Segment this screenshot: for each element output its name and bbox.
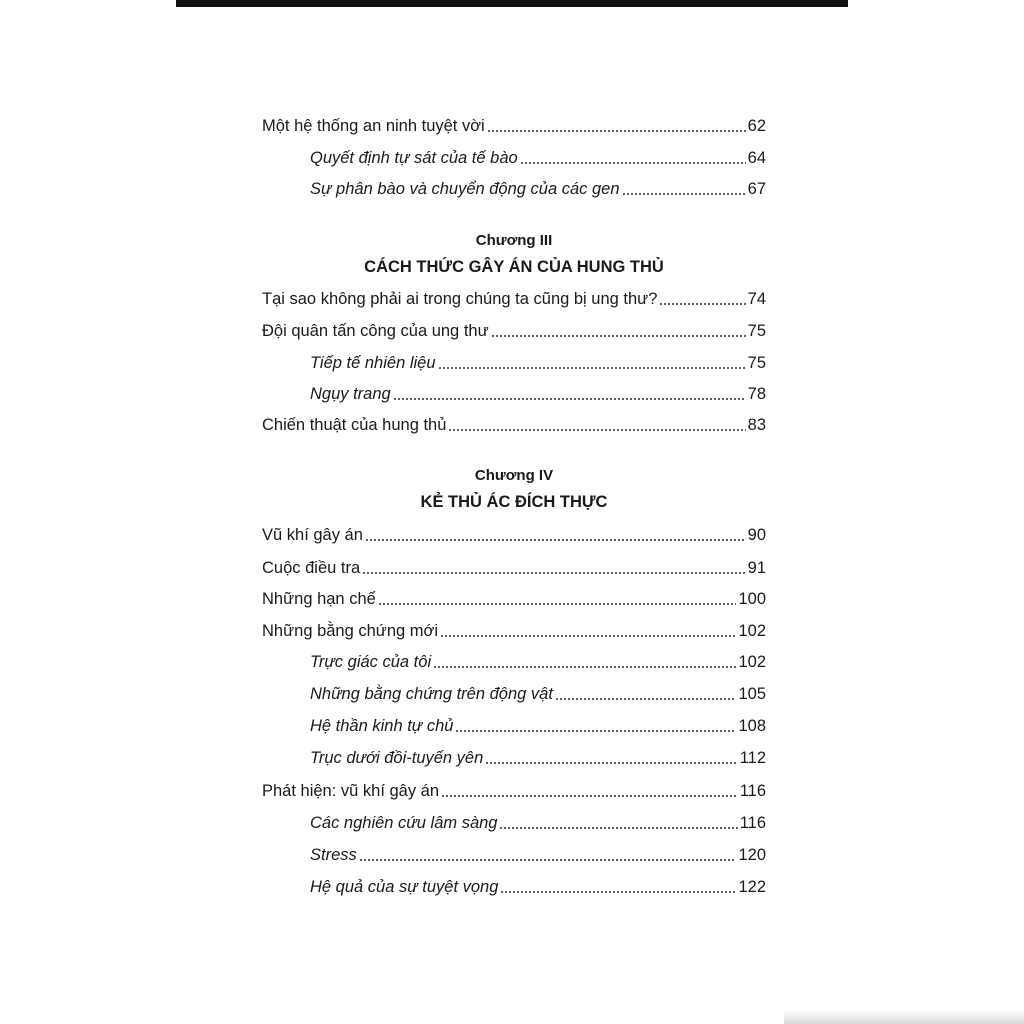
leader-dots	[440, 633, 736, 639]
toc-entry-page: 100	[738, 590, 766, 608]
leader-dots	[659, 301, 745, 307]
toc-entry-label: Những bằng chứng mới	[262, 622, 439, 640]
toc-entry-label: Các nghiên cứu lâm sàng	[310, 814, 498, 832]
toc-entry	[262, 114, 766, 138]
chapter-title: CÁCH THỨC GÂY ÁN CỦA HUNG THỦ	[364, 258, 664, 276]
toc-entry-label: Trực giác của tôi	[310, 653, 432, 671]
toc-entry-label: Đội quân tấn công của ung thư	[262, 322, 489, 340]
toc-entry	[262, 319, 766, 343]
toc-entry-page: 108	[738, 717, 766, 735]
leader-dots	[455, 728, 736, 734]
toc-entry-page: 75	[747, 322, 766, 340]
leader-dots	[499, 825, 737, 831]
toc-entry-page: 90	[747, 526, 766, 544]
toc-entry	[310, 177, 766, 201]
toc-entry-label: Những bằng chứng trên động vật	[310, 685, 553, 703]
toc-entry-page: 62	[747, 117, 766, 135]
leader-dots	[438, 365, 746, 371]
toc-entry-label: Một hệ thống an ninh tuyệt vời	[262, 117, 485, 135]
toc-entry-label: Stress	[310, 846, 357, 864]
leader-dots	[555, 696, 737, 702]
toc-entry-label: Quyết định tự sát của tế bào	[310, 149, 518, 167]
toc-entry	[310, 650, 766, 674]
toc-entry-page: 64	[747, 149, 766, 167]
toc-entry-page: 67	[747, 180, 766, 198]
leader-dots	[491, 333, 746, 339]
chapter-title: KẺ THỦ ÁC ĐÍCH THỰC	[420, 493, 608, 511]
toc-entry-page: 116	[739, 814, 766, 832]
toc-entry-label: Cuộc điều tra	[262, 559, 361, 577]
toc-entry	[310, 875, 766, 899]
toc-entry	[262, 556, 766, 580]
leader-dots	[487, 128, 746, 134]
toc-entry-page: 75	[747, 354, 766, 372]
leader-dots	[365, 537, 746, 543]
toc-entry	[262, 779, 766, 803]
toc-entry-page: 102	[738, 622, 766, 640]
toc-entry-page: 91	[747, 559, 766, 577]
leader-dots	[448, 427, 745, 433]
chapter-number: Chương III	[475, 232, 553, 249]
toc-entry	[262, 287, 766, 311]
toc-entry	[310, 811, 766, 835]
toc-entry	[262, 587, 766, 611]
leader-dots	[520, 160, 746, 166]
toc-entry	[262, 619, 766, 643]
toc-entry-page: 102	[738, 653, 766, 671]
toc-entry	[310, 746, 766, 770]
toc-entry-label: Chiến thuật của hung thủ	[262, 416, 447, 434]
toc-entry-label: Tiếp tế nhiên liệu	[310, 354, 436, 372]
toc-entry-label: Tại sao không phải ai trong chúng ta cũng bị ung thư?	[262, 290, 658, 308]
toc-entry	[310, 146, 766, 170]
leader-dots	[393, 396, 746, 402]
toc-entry-page: 78	[747, 385, 766, 403]
leader-dots	[359, 857, 737, 863]
toc-entry-label: Hệ quả của sự tuyệt vọng	[310, 878, 499, 896]
toc-entry-page: 116	[739, 782, 766, 800]
toc-entry-label: Ngụy trang	[310, 385, 391, 403]
leader-dots	[378, 601, 737, 607]
toc-entry-page: 122	[738, 878, 766, 896]
toc-entry	[310, 843, 766, 867]
leader-dots	[362, 570, 746, 576]
toc-entry	[310, 351, 766, 375]
toc-entry	[262, 523, 766, 547]
leader-dots	[441, 793, 738, 799]
toc-entry-label: Trục dưới đồi-tuyến yên	[310, 749, 484, 767]
toc-entry-label: Hệ thần kinh tự chủ	[310, 717, 454, 735]
toc-entry-page: 112	[739, 749, 766, 767]
toc-entry-label: Sự phân bào và chuyển động của các gen	[310, 180, 620, 198]
leader-dots	[485, 760, 737, 766]
leader-dots	[433, 664, 736, 670]
toc-entry	[310, 714, 766, 738]
toc-entry-page: 74	[747, 290, 766, 308]
toc-entry-label: Phát hiện: vũ khí gây án	[262, 782, 440, 800]
toc-entry-page: 120	[738, 846, 766, 864]
leader-dots	[622, 191, 746, 197]
toc-entry-label: Vũ khí gây án	[262, 526, 363, 544]
toc-entry-page: 105	[738, 685, 766, 703]
chapter-number: Chương IV	[474, 467, 554, 484]
toc-entry-page: 83	[747, 416, 766, 434]
leader-dots	[500, 889, 736, 895]
toc-entry	[262, 413, 766, 437]
toc-entry	[310, 682, 766, 706]
toc-entry-label: Những hạn chế	[262, 590, 376, 608]
toc-entry	[310, 382, 766, 406]
